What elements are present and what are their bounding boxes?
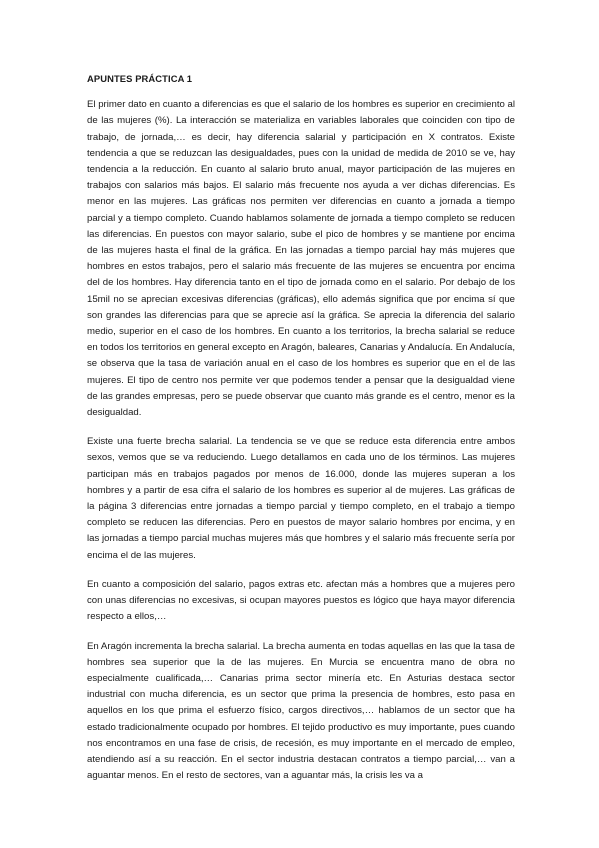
paragraph-1: El primer dato en cuanto a diferencias es que el salario de los hombres es superior en crecimiento al de las mujeres (%). La interacción se materializa en variables laborales que coinciden con tipo de trabajo, de jornada,… es decir, hay diferencia salarial y participación en X contratos. Existe tendencia a que se reduzcan las desigualdades, pues con la unidad de medida de 2010 se ve, hay tendencia a la reducción. En cuanto al salario bruto anual, mayor participación de las mujeres en trabajos con salarios más bajos. El salario más frecuente nos ayuda a ver dichas diferencias. Es menor en las mujeres. Las gráficas nos permiten ver diferencias en cuanto a jornada a tiempo parcial y a tiempo completo. Cuando hablamos solamente de jornada a tiempo completo se reducen las diferencias. En puestos con mayor salario, sube el pico de hombres y se mantiene por encima de las mujeres hasta el final de la gráfica. En las jornadas a tiempo parcial hay más mujeres que hombres en estos trabajos, pero el salario más frecuente de las mujeres se encuentra por encima del de los hombres. Hay diferencia tanto en el tipo de jornada como en el salario. Por debajo de los 15mil no se aprecian excesivas diferencias (gráficas), ello además significa que por encima sí que son grandes las diferencias para que se aprecie así la gráfica. Se aprecia la diferencia del salario medio, superior en el caso de los hombres. En cuanto a los territorios, la brecha salarial se reduce en todos los territorios en general excepto en Aragón, baleares, Canarias y Andalucía. En Andalucía, se observa que la tasa de variación anual en el caso de los hombres es superior que en el de las mujeres. El tipo de centro nos permite ver que podemos tender a pensar que la desigualdad viene de las grandes empresas, pero se puede observar que cuanto más grande es el centro, menor es la desigualdad. <box>87 99 515 419</box>
paragraph-3: En cuanto a composición del salario, pagos extras etc. afectan más a hombres que a mujeres pero con unas diferencias no excesivas, si ocupan mayores puestos es lógico que haya mayor diferencia respecto a ellos,… <box>87 578 515 623</box>
document-body <box>87 71 515 797</box>
paragraph-2: Existe una fuerte brecha salarial. La tendencia se ve que se reduce esta diferencia entre ambos sexos, vemos que se va reduciendo. Luego detallamos en cada uno de los términos. Las mujeres participan más en trabajos pagados por menos de 16.000, donde las mujeres superan a los hombres y a partir de esa cifra el salario de los hombres es superior al de mujeres. Las gráficas de la página 3 diferencias entre jornadas a tiempo parcial y tiempo completo, en el trabajo a tiempo completo se reducen las diferencias. Pero en puestos de mayor salario hombres por encima, y en las jornadas a tiempo parcial muchas mujeres más que hombres y el salario más frecuente sería por encima el de las mujeres. <box>87 436 515 561</box>
paragraph-4: En Aragón incrementa la brecha salarial. La brecha aumenta en todas aquellas en las que la tasa de hombres sea superior que la de las mujeres. En Murcia se encuentra mano de obra no especialmente cualificada,… Canarias prima sector minería etc. En Asturias destaca sector industrial con mucha diferencia, es un sector que prima la presencia de hombres, esto pasa en aquellos en los que prima el esfuerzo físico, cargos directivos,… hablamos de un sector que ha estado tradicionalmente ocupado por hombres. El tejido productivo es muy importante, pues cuando nos encontramos en una fase de crisis, de recesión, es muy importante en el mercado de empleo, atendiendo así a su reacción. En el sector industria destacan contratos a tiempo parcial,… van a aguantar menos. En el resto de sectores, van a aguantar más, la crisis les va a <box>87 640 515 782</box>
document-title: APUNTES PRÁCTICA 1 <box>87 73 193 84</box>
